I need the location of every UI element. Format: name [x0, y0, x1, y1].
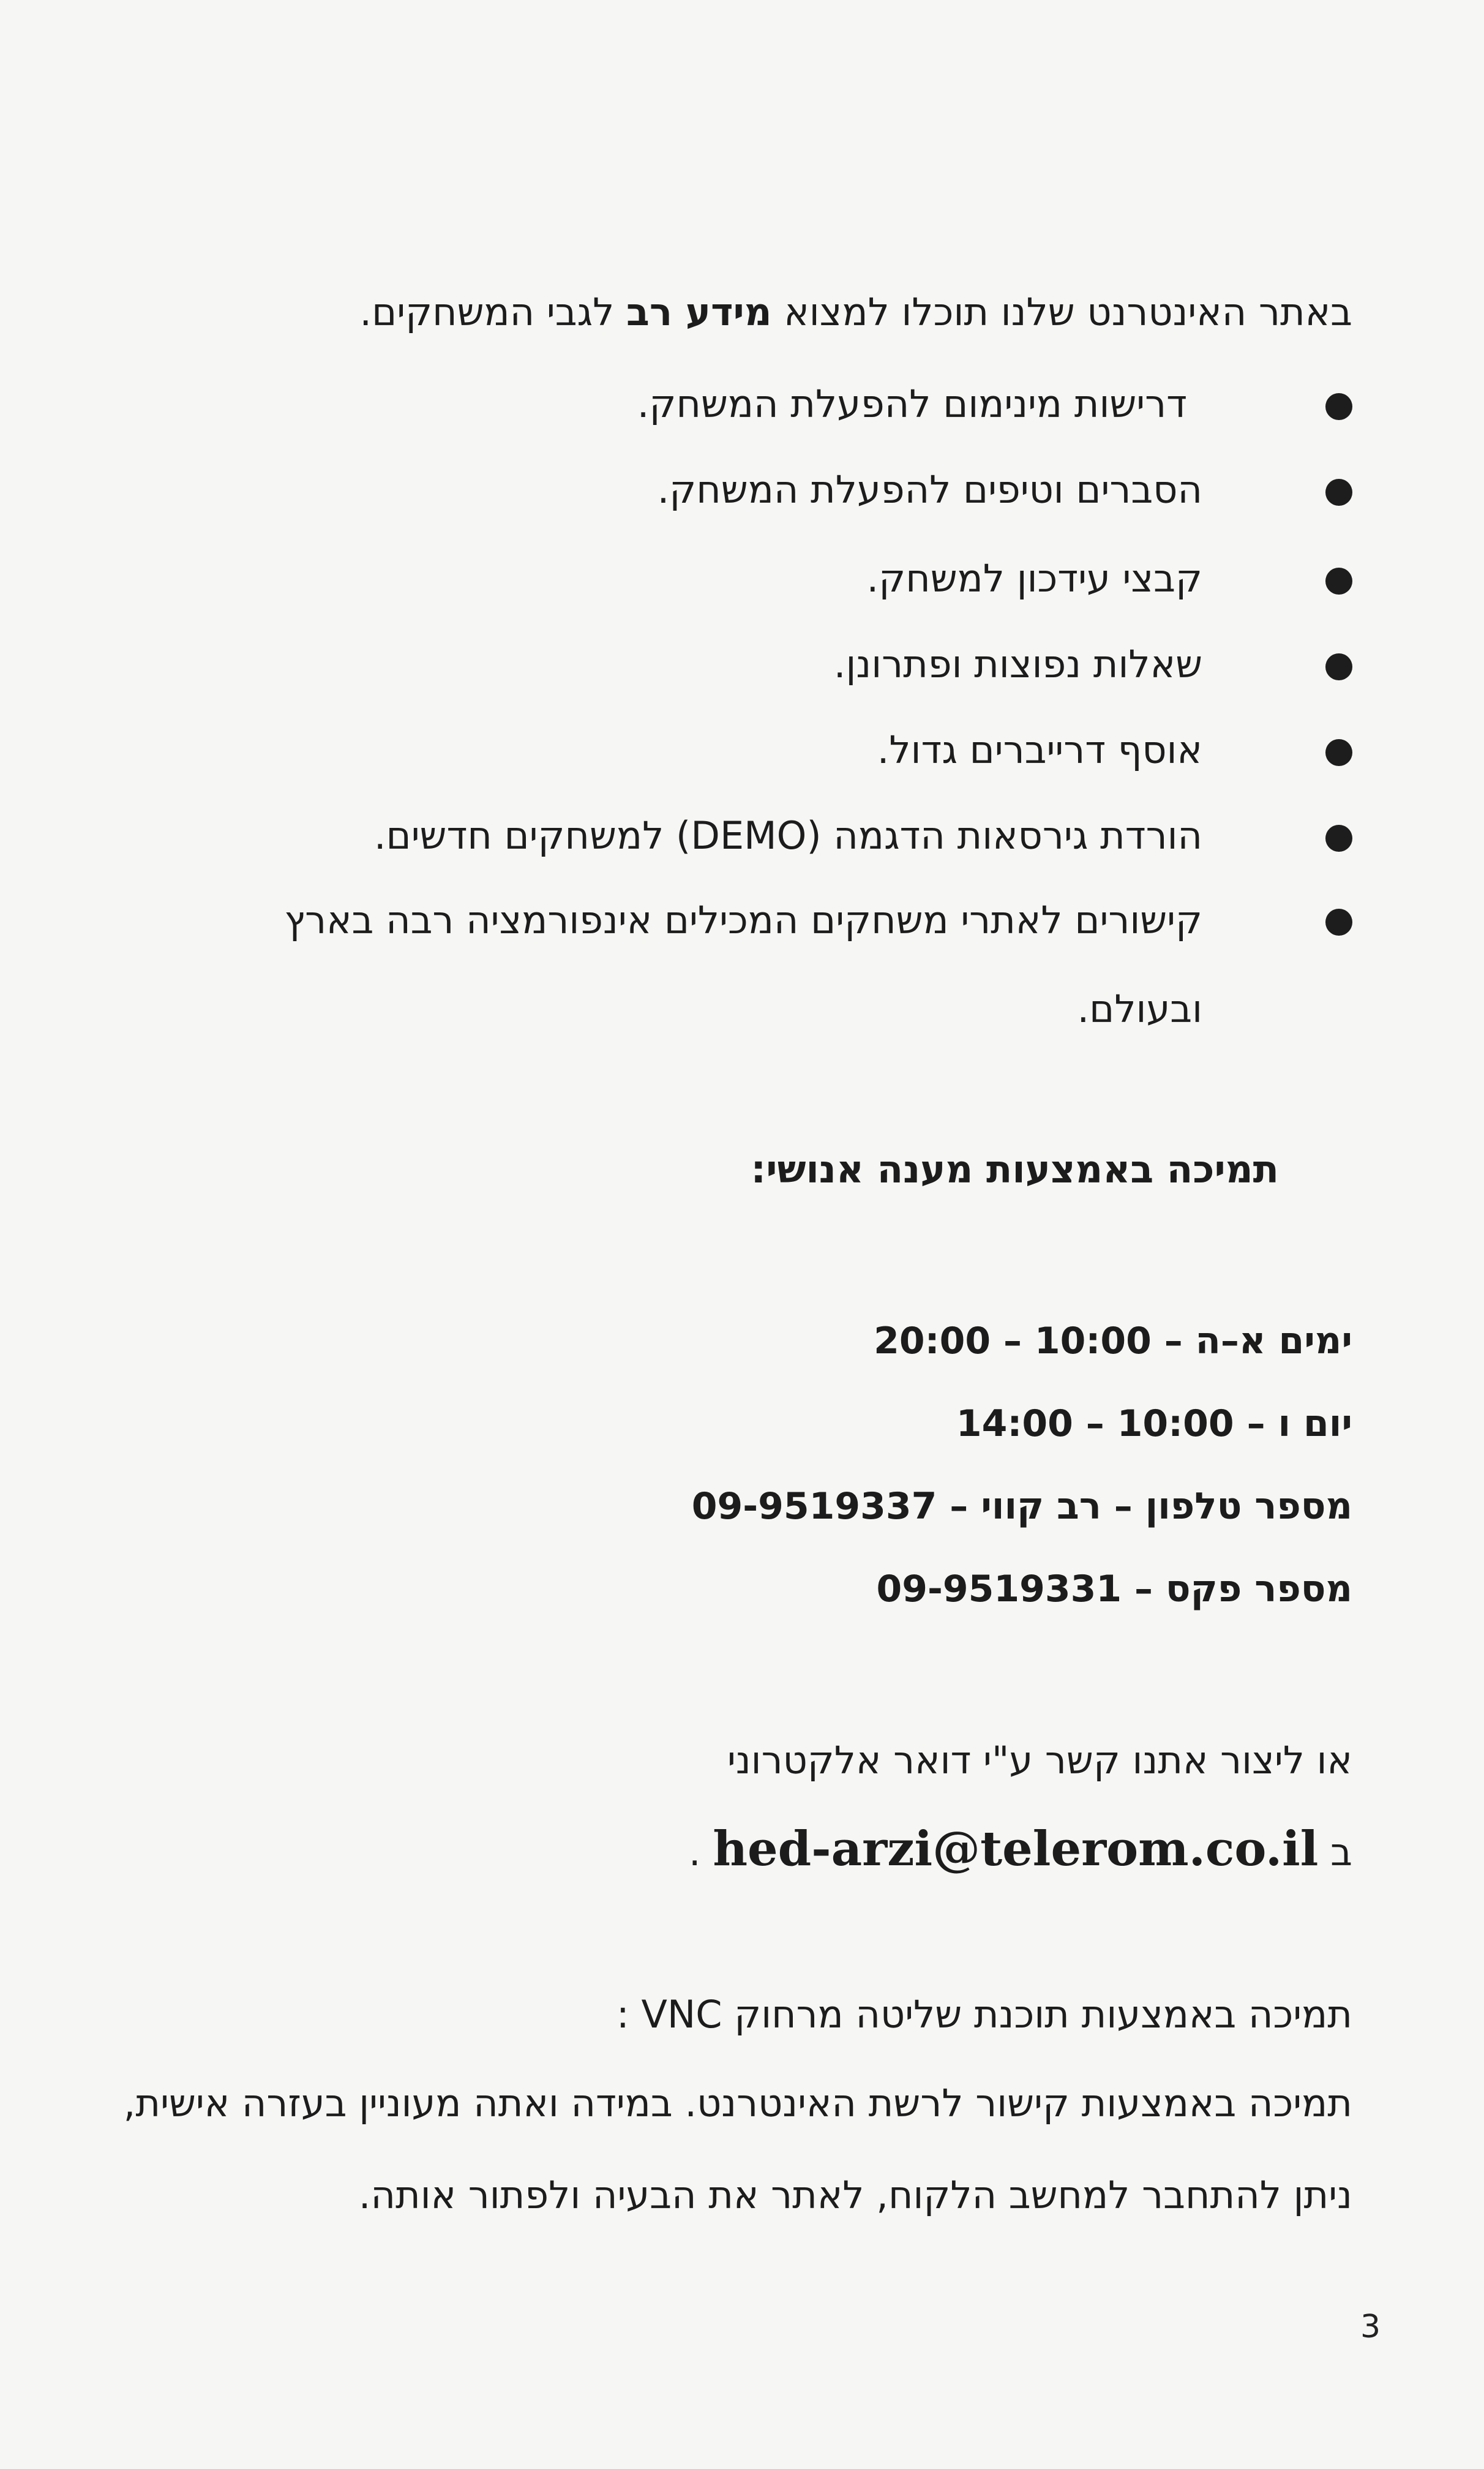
bullet-text: הורדת גירסאות הדגמה (DEMO) למשחקים חדשים.: [373, 813, 1202, 858]
bullet-text: דרישות מינימום להפעלת המשחק.: [637, 381, 1187, 426]
support-hours-weekdays: ימים א–ה – 10:00 – 20:00: [874, 1320, 1352, 1362]
bullet-item: [877, 726, 1352, 775]
bullet-dot-icon: [1325, 825, 1352, 852]
email-line: [689, 1816, 1352, 1886]
support-hours-friday: יום ו – 10:00 – 14:00: [956, 1402, 1352, 1445]
bullet-dot-icon: [1325, 568, 1352, 595]
bullet-dot-icon: [1325, 479, 1352, 506]
bullet-text: קבצי עידכון למשחק.: [866, 556, 1202, 601]
bullet-item: [658, 465, 1352, 514]
vnc-title: תמיכה באמצעות תוכנת שליטה מרחוק VNC :: [616, 1992, 1352, 2037]
page-number: 3: [1360, 2309, 1381, 2345]
vnc-body: תמיכה באמצעות קישור לרשת האינטרנט. במידה ואתה מעוניין בעזרה אישית, ניתן להתחבר למחשב הלקוח, לאתר את הבעיה ולפתור אותה.: [123, 2081, 1352, 2217]
bullet-text: אוסף דרייברים גדול.: [877, 727, 1202, 772]
email-suffix: .: [688, 1830, 713, 1874]
email-intro: או ליצור אתנו קשר ע"י דואר אלקטרוני: [727, 1738, 1352, 1783]
bullet-item: [374, 811, 1352, 860]
bullet-item: [834, 640, 1352, 689]
email-prefix: ב: [1318, 1830, 1352, 1874]
support-fax: מספר פקס – 09-9519331: [876, 1568, 1352, 1610]
bullet-dot-icon: [1325, 739, 1352, 766]
bullet-text: קישורים לאתרי משחקים המכילים אינפורמציה רבה בארץ ובעולם.: [284, 898, 1202, 1031]
bullet-dot-icon: [1325, 909, 1352, 936]
bullet-dot-icon: [1325, 393, 1352, 420]
bullet-text: הסברים וטיפים להפעלת המשחק.: [657, 467, 1202, 512]
support-phone: מספר טלפון – רב קווי – 09-9519337: [691, 1485, 1352, 1528]
intro-before: באתר האינטרנט שלנו תוכלו למצוא: [771, 290, 1352, 334]
bullet-text: שאלות נפוצות ופתרונן.: [833, 642, 1202, 686]
intro-text: [359, 288, 1352, 337]
email-address-link[interactable]: hed-arzi@telerom.co.il: [713, 1821, 1319, 1877]
bullet-item: [867, 554, 1352, 603]
intro-emphasis: מידע רב: [626, 290, 772, 334]
bullet-dot-icon: [1325, 653, 1352, 680]
support-heading: תמיכה באמצעות מענה אנושי:: [751, 1147, 1279, 1192]
intro-after: לגבי המשחקים.: [359, 290, 627, 334]
bullet-item: [637, 380, 1352, 429]
bullet-item: [198, 895, 1352, 1053]
